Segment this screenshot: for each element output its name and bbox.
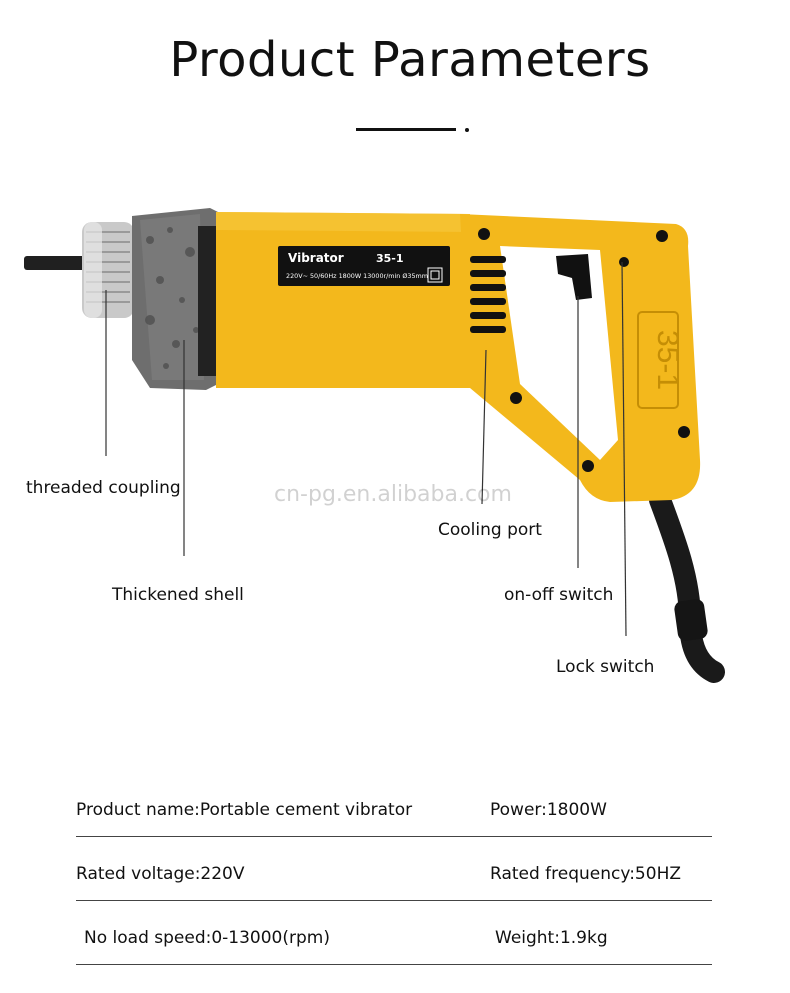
spec-power: Power:1800W	[490, 800, 607, 820]
spec-weight: Weight:1.9kg	[495, 928, 608, 948]
page-title: Product Parameters	[169, 32, 651, 88]
watermark: cn-pg.en.alibaba.com	[274, 482, 512, 507]
spec-rated-frequency: Rated frequency:50HZ	[490, 864, 681, 884]
spec-row	[76, 928, 712, 965]
drive-shaft	[24, 256, 88, 270]
spec-row	[76, 800, 712, 837]
nameplate-brand: Vibrator	[288, 251, 344, 265]
callout-on-off-switch: on-off switch	[504, 585, 614, 605]
handle-model-mark: 35-1	[651, 329, 684, 391]
nameplate-model: 35-1	[376, 252, 404, 265]
title-underline	[356, 128, 456, 131]
spec-product-name: Product name:Portable cement vibrator	[76, 800, 413, 820]
power-cable	[660, 500, 714, 672]
motor-housing	[216, 212, 470, 388]
spec-rated-voltage: Rated voltage:220V	[76, 864, 245, 884]
thickened-shell	[132, 208, 222, 390]
callout-lock-switch: Lock switch	[556, 657, 655, 677]
callout-threaded-coupling: threaded coupling	[26, 478, 181, 498]
spec-no-load-speed: No load speed:0-13000(rpm)	[84, 928, 330, 948]
cable-strain-relief	[673, 598, 708, 642]
product-figure	[0, 190, 790, 690]
spec-row	[76, 864, 712, 901]
product-nameplate	[278, 246, 450, 286]
callout-cooling-port: Cooling port	[438, 520, 542, 540]
callout-thickened-shell: Thickened shell	[112, 585, 244, 605]
threaded-coupling	[82, 222, 134, 318]
title-underline-dot	[465, 128, 469, 132]
nameplate-specs: 220V~ 50/60Hz 1800W 13000r/min Ø35mm	[286, 272, 428, 280]
